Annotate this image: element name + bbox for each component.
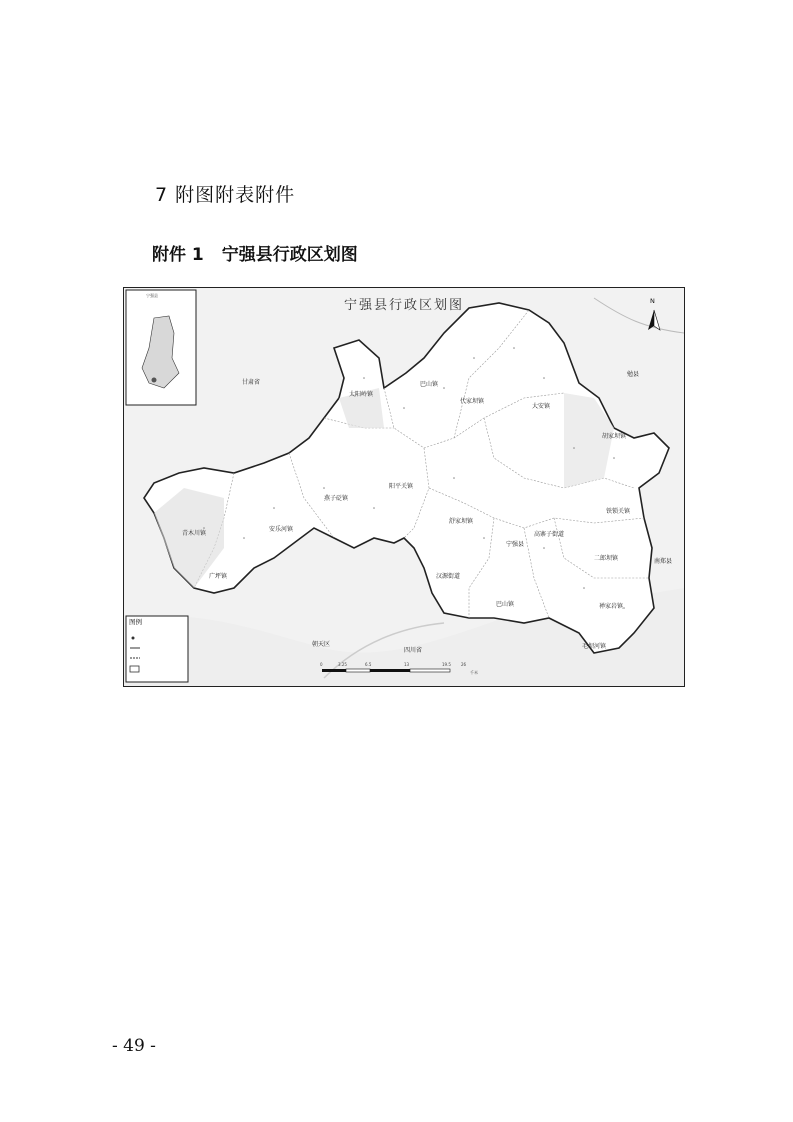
town-label: 大安镇 — [532, 403, 551, 410]
scale-label: 6.5 — [365, 662, 372, 667]
page-number: - 49 - — [112, 1036, 156, 1056]
town-label: 舒家坝镇 — [449, 518, 474, 525]
administrative-map — [123, 287, 685, 687]
map-canvas — [124, 288, 684, 686]
town-label: 二郎坝镇 — [594, 555, 619, 562]
scale-label: 19.5 — [442, 662, 451, 667]
neighbor-label: 朝天区 — [312, 641, 331, 648]
town-label: 广坪镇 — [209, 573, 228, 580]
town-label: 胡家坝镇 — [602, 433, 627, 440]
town-label: 太阳岭镇 — [349, 391, 374, 398]
town-label: 巴山镇 — [496, 601, 515, 608]
scale-label: 3.25 — [338, 662, 347, 667]
scale-unit: 千米 — [470, 670, 478, 675]
scale-bar — [322, 669, 450, 672]
scale-label: 13 — [404, 662, 410, 667]
scale-label: 26 — [461, 662, 467, 667]
town-label: 禅家岩镇 — [599, 603, 624, 610]
town-label: 汉源街道 — [436, 573, 461, 580]
neighbor-label: 南郑县 — [654, 558, 673, 565]
scale-label: 0 — [320, 662, 323, 667]
town-label: 青木川镇 — [182, 530, 207, 537]
town-label: 巴山镇 — [420, 381, 439, 388]
neighbor-label: 甘肃省 — [242, 379, 261, 386]
neighbor-label: 勉县 — [627, 371, 640, 378]
town-label: 宁强县 — [506, 541, 525, 548]
legend-title: 图例 — [129, 618, 142, 626]
annex-map-title: 宁强县行政区划图 — [221, 245, 358, 265]
town-label: 毛坝河镇 — [582, 643, 607, 650]
section-title: 7 附图附表附件 — [155, 184, 296, 206]
town-label: 铁锁关镇 — [606, 508, 631, 515]
town-label: 阳平关镇 — [389, 483, 414, 490]
town-label: 高寨子街道 — [534, 531, 565, 538]
town-label: 安乐河镇 — [269, 526, 294, 533]
neighbor-label: 四川省 — [404, 647, 423, 654]
town-label: 代家坝镇 — [460, 398, 485, 405]
annex-title — [152, 240, 358, 265]
town-label: 燕子砭镇 — [324, 495, 349, 502]
inset-title: 宁强县 — [146, 293, 158, 298]
annex-label: 附件 1 — [152, 245, 204, 265]
map-title: 宁强县行政区划图 — [343, 298, 464, 313]
north-label: N — [650, 297, 655, 305]
